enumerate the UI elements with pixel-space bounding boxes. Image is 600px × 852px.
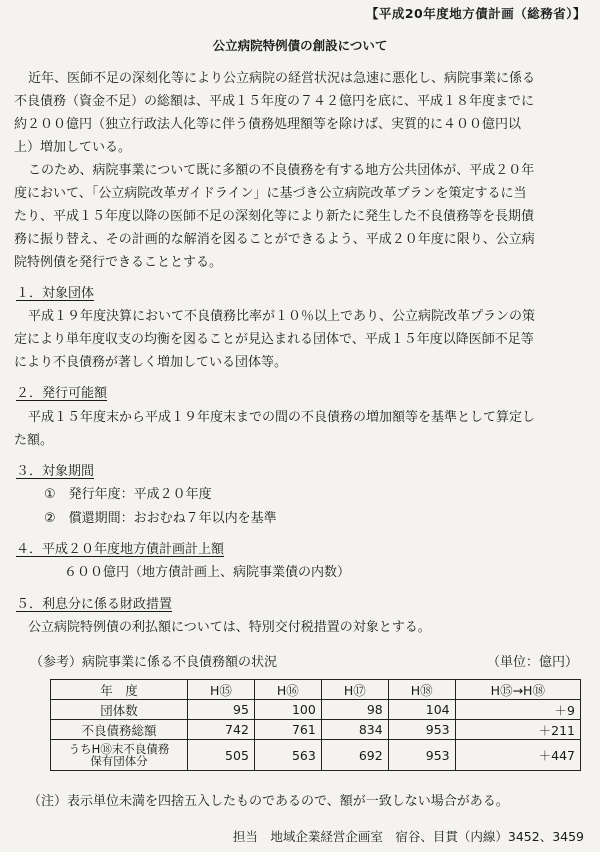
table-header: H⑱ — [388, 680, 455, 700]
table-header: H⑮ — [188, 680, 255, 700]
table-header: 年 度 — [51, 680, 188, 700]
table-cell: ＋447 — [455, 740, 580, 771]
row-label-line: 保有団体分 — [90, 754, 148, 768]
intro-line: 約２００億円（独立行政法人化等に伴う債務処理額等を除けば、実質的に４００億円以 — [14, 117, 522, 132]
section-heading-amount: ２．発行可能額 — [16, 386, 108, 401]
header-tag: 【平成20年度地方債計画（総務省）】 — [365, 6, 586, 21]
table-header-row — [51, 680, 581, 700]
row-label — [51, 740, 188, 771]
bad-debt-table — [50, 679, 581, 771]
table-cell: 692 — [321, 740, 388, 771]
table-row — [51, 700, 581, 720]
intro-line: 度において、「公立病院改革ガイドライン」に基づき公立病院改革プランを策定するに当 — [14, 186, 527, 201]
intro-line: 務に振り替え、その計画的な解消を図ることができるよう、平成２０年度に限り、公立病 — [14, 232, 535, 247]
contact-info: 担当 地域企業経営企画室 宿谷、目貫（内線）3452、3459 — [232, 829, 584, 844]
section-line: により不良債務が著しく増加している団体等。 — [14, 355, 288, 370]
table-header: H⑮→H⑱ — [455, 680, 580, 700]
intro-line: たり、平成１５年度以降の医師不足の深刻化等により新たに発生した不良債務等を長期債 — [14, 209, 535, 224]
section-line: ① 発行年度：平成２０年度 — [44, 487, 212, 502]
table-cell: 563 — [254, 740, 321, 771]
table-cell: ＋211 — [455, 720, 580, 740]
intro-line: 院特例債を発行できることとする。 — [14, 255, 223, 270]
table-cell: 98 — [321, 700, 388, 720]
table-cell: 953 — [388, 720, 455, 740]
row-label: 団体数 — [51, 700, 188, 720]
table-cell: 95 — [188, 700, 255, 720]
section-heading-plan-amount: ４．平成２０年度地方債計画計上額 — [16, 542, 225, 557]
table-cell: 834 — [321, 720, 388, 740]
table-row — [51, 740, 581, 771]
table-cell: 742 — [188, 720, 255, 740]
intro-line: 不良債務（資金不足）の総額は、平成１５年度の７４２億円を底に、平成１８年度までに — [14, 94, 535, 109]
document-title: 公立病院特例債の創設について — [212, 38, 388, 53]
section-heading-financial-measures: ５．利息分に係る財政措置 — [16, 597, 173, 612]
section-heading-target: １．対象団体 — [16, 286, 95, 301]
section-line: ② 償還期間：おおむね７年以内を基準 — [44, 511, 277, 526]
table-note: （注）表示単位未満を四捨五入したものであるので、額が一致しない場合がある。 — [28, 794, 509, 809]
table-header: H⑰ — [321, 680, 388, 700]
table-unit: （単位：億円） — [486, 655, 578, 670]
table-cell: 505 — [188, 740, 255, 771]
section-line: た額。 — [14, 433, 54, 448]
table-caption: （参考）病院事業に係る不良債務額の状況 — [30, 655, 278, 670]
table-cell: 761 — [254, 720, 321, 740]
section-line: 公立病院特例債の利払額については、特別交付税措置の対象とする。 — [28, 620, 431, 635]
table-cell: ＋9 — [455, 700, 580, 720]
table-header: H⑯ — [254, 680, 321, 700]
table-row — [51, 720, 581, 740]
section-line: 平成１５年度末から平成１９年度末までの間の不良債務の増加額等を基準として算定し — [28, 410, 536, 425]
intro-line: 上）増加している。 — [14, 140, 132, 155]
table-cell: 100 — [254, 700, 321, 720]
section-line: 平成１９年度決算において不良債務比率が１０％以上であり、公立病院改革プランの策 — [28, 309, 536, 324]
section-line: ６００億円（地方債計画上、病院事業債の内数） — [64, 565, 351, 580]
section-heading-period: ３．対象期間 — [16, 464, 95, 479]
section-line: 定により単年度収支の均衡を図ることが見込まれる団体で、平成１５年度以降医師不足等 — [14, 332, 534, 347]
intro-line: このため、病院事業について既に多額の不良債務を有する地方公共団体が、平成２０年 — [28, 163, 535, 178]
row-label-line: うちH⑱末不良債務 — [68, 742, 170, 756]
table-cell: 953 — [388, 740, 455, 771]
table-cell: 104 — [388, 700, 455, 720]
row-label: 不良債務総額 — [51, 720, 188, 740]
intro-line: 近年、医師不足の深刻化等により公立病院の経営状況は急速に悪化し、病院事業に係る — [28, 71, 536, 86]
